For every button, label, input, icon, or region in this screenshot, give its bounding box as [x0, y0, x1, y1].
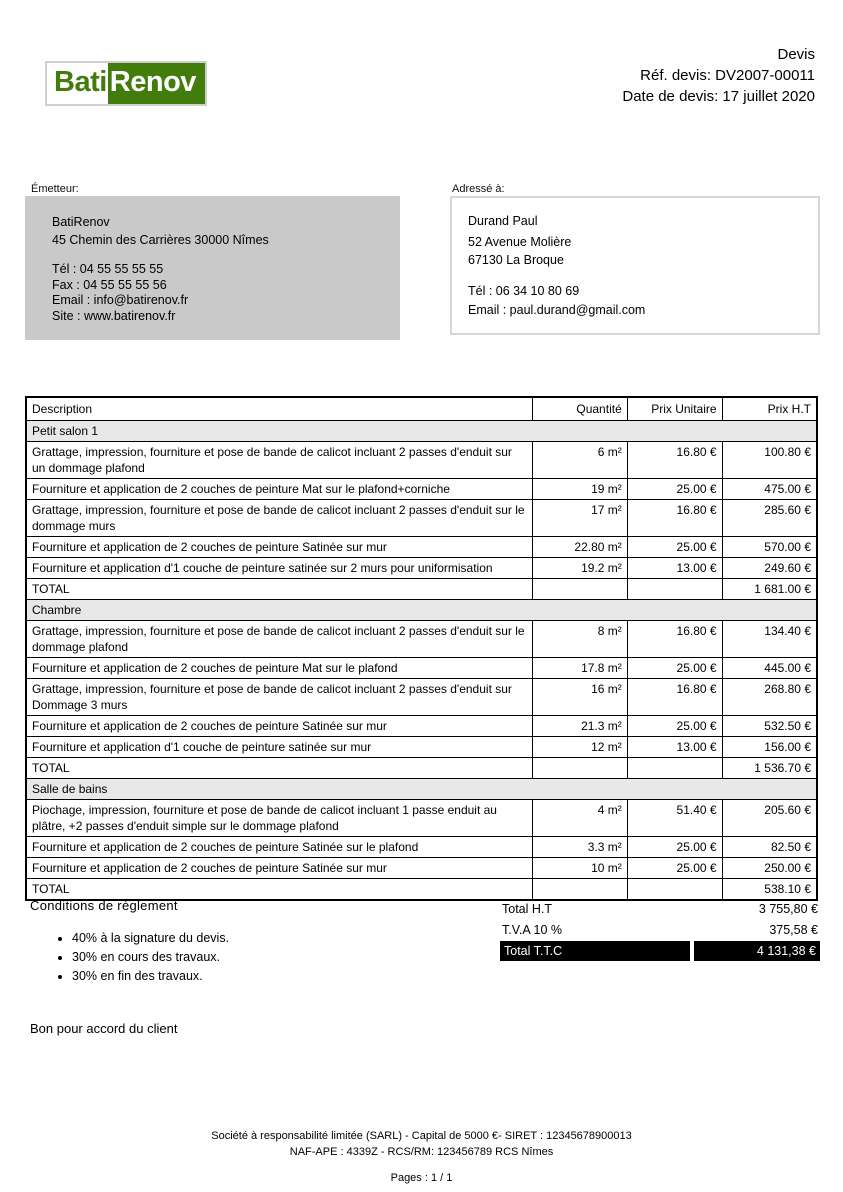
sender-fax: Fax : 04 55 55 55 56: [52, 277, 167, 292]
item-unit-price: 25.00 €: [627, 479, 722, 500]
item-unit-price: 13.00 €: [627, 558, 722, 579]
section-title: Chambre: [26, 600, 817, 621]
section-header-row: [26, 421, 817, 442]
item-price-ht: 570.00 €: [722, 537, 817, 558]
sender-tel: Tél : 04 55 55 55 55: [52, 262, 164, 276]
item-unit-price: 13.00 €: [627, 737, 722, 758]
item-price-ht: 250.00 €: [722, 858, 817, 879]
section-total-row: [26, 579, 817, 600]
total-ttc-value: 4 131,38 €: [694, 941, 820, 961]
payment-term-item: • 40% à la signature du devis.: [72, 929, 460, 948]
item-quantity: 22.80 m²: [532, 537, 627, 558]
sender-box: [25, 196, 400, 340]
table-header-row: [26, 397, 817, 421]
section-total-empty-qty: [532, 758, 627, 779]
sender-email: Email : info@batirenov.fr: [52, 293, 189, 307]
item-quantity: 19.2 m²: [532, 558, 627, 579]
column-header-description: Description: [26, 397, 532, 421]
payment-term-item: • 30% en fin des travaux.: [72, 967, 460, 986]
section-total-value: 1 681.00 €: [722, 579, 817, 600]
item-description: Fourniture et application de 2 couches de peinture Satinée sur mur: [26, 858, 532, 879]
item-row: [26, 558, 817, 579]
item-unit-price: 25.00 €: [627, 837, 722, 858]
item-unit-price: 16.80 €: [627, 679, 722, 716]
item-price-ht: 205.60 €: [722, 800, 817, 837]
item-unit-price: 25.00 €: [627, 858, 722, 879]
recipient-email: Email : paul.durand@gmail.com: [468, 303, 646, 317]
section-total-label: TOTAL: [26, 758, 532, 779]
item-row: [26, 537, 817, 558]
doc-date: Date de devis: 17 juillet 2020: [622, 88, 815, 105]
item-quantity: 16 m²: [532, 679, 627, 716]
total-ht-value: 3 755,80 €: [758, 901, 818, 916]
item-quantity: 8 m²: [532, 621, 627, 658]
recipient-tel: Tél : 06 34 10 80 69: [468, 284, 580, 298]
item-price-ht: 82.50 €: [722, 837, 817, 858]
item-quantity: 12 m²: [532, 737, 627, 758]
section-total-empty-unit: [627, 879, 722, 901]
items-table: [25, 396, 818, 901]
legal-footer-line2: NAF-APE : 4339Z - RCS/RM: 123456789 RCS Nîmes: [289, 1145, 554, 1158]
item-price-ht: 156.00 €: [722, 737, 817, 758]
column-header-unit-price: Prix Unitaire: [627, 397, 722, 421]
total-ttc-label: Total T.T.C: [500, 941, 690, 961]
page-indicator: Pages : 1 / 1: [390, 1172, 453, 1184]
recipient-address-line2: 67130 La Broque: [468, 253, 564, 267]
document-meta: [622, 44, 815, 107]
item-description: Grattage, impression, fourniture et pose de bande de calicot incluant 2 passes d'enduit sur le dommage plafond: [26, 621, 532, 658]
item-description: Fourniture et application de 2 couches de peinture Mat sur le plafond+corniche: [26, 479, 532, 500]
item-quantity: 6 m²: [532, 442, 627, 479]
recipient-box: [450, 196, 820, 335]
item-row: [26, 442, 817, 479]
item-quantity: 10 m²: [532, 858, 627, 879]
section-total-value: 538.10 €: [722, 879, 817, 901]
item-row: [26, 837, 817, 858]
item-row: [26, 800, 817, 837]
company-logo: [45, 61, 207, 106]
item-quantity: 19 m²: [532, 479, 627, 500]
item-quantity: 21.3 m²: [532, 716, 627, 737]
section-total-empty-qty: [532, 579, 627, 600]
section-header-row: [26, 779, 817, 800]
total-ht-row: [500, 898, 820, 919]
logo-text-bati: Bati: [47, 63, 108, 104]
section-header-row: [26, 600, 817, 621]
item-description: Fourniture et application de 2 couches de peinture Satinée sur mur: [26, 537, 532, 558]
item-unit-price: 16.80 €: [627, 442, 722, 479]
item-row: [26, 858, 817, 879]
item-description: Fourniture et application de 2 couches de peinture Mat sur le plafond: [26, 658, 532, 679]
item-row: [26, 737, 817, 758]
item-description: Grattage, impression, fourniture et pose de bande de calicot incluant 2 passes d'enduit sur Dommage 3 murs: [26, 679, 532, 716]
recipient-name: Durand Paul: [468, 214, 538, 228]
section-total-empty-unit: [627, 579, 722, 600]
item-row: [26, 679, 817, 716]
item-price-ht: 268.80 €: [722, 679, 817, 716]
item-description: Piochage, impression, fourniture et pose de bande de calicot incluant 1 passe enduit au plâtre, +2 passes d'enduit simple sur le dommage plafond: [26, 800, 532, 837]
section-total-value: 1 536.70 €: [722, 758, 817, 779]
item-price-ht: 100.80 €: [722, 442, 817, 479]
section-total-row: [26, 758, 817, 779]
tva-row: [500, 919, 820, 940]
tva-label: T.V.A 10 %: [502, 922, 562, 937]
item-row: [26, 658, 817, 679]
legal-footer-line1: Société à responsabilité limitée (SARL) - Capital de 5000 €- SIRET : 12345678900013: [211, 1130, 632, 1142]
sender-label: Émetteur:: [31, 183, 79, 195]
section-title: Salle de bains: [26, 779, 817, 800]
item-unit-price: 25.00 €: [627, 716, 722, 737]
item-description: Grattage, impression, fourniture et pose de bande de calicot incluant 2 passes d'enduit sur un dommage plafond: [26, 442, 532, 479]
logo-text-renov: Renov: [108, 63, 205, 104]
payment-term-item: • 30% en cours des travaux.: [72, 948, 460, 967]
item-quantity: 17 m²: [532, 500, 627, 537]
totals-summary: [500, 898, 820, 961]
item-quantity: 3.3 m²: [532, 837, 627, 858]
payment-terms-title: Conditions de règlement: [30, 898, 178, 913]
item-row: [26, 716, 817, 737]
item-description: Fourniture et application d'1 couche de peinture satinée sur 2 murs pour uniformisation: [26, 558, 532, 579]
section-total-label: TOTAL: [26, 879, 532, 901]
section-total-row: [26, 879, 817, 901]
payment-terms: [30, 898, 460, 986]
sender-name: BatiRenov: [52, 215, 110, 229]
section-total-empty-unit: [627, 758, 722, 779]
item-description: Fourniture et application de 2 couches de peinture Satinée sur mur: [26, 716, 532, 737]
item-quantity: 17.8 m²: [532, 658, 627, 679]
column-header-price-ht: Prix H.T: [722, 397, 817, 421]
recipient-label: Adressé à:: [452, 183, 505, 195]
section-total-empty-qty: [532, 879, 627, 901]
item-unit-price: 25.00 €: [627, 658, 722, 679]
total-ht-label: Total H.T: [502, 901, 553, 916]
item-description: Grattage, impression, fourniture et pose de bande de calicot incluant 2 passes d'enduit sur le dommage murs: [26, 500, 532, 537]
sender-site: Site : www.batirenov.fr: [52, 308, 176, 323]
item-quantity: 4 m²: [532, 800, 627, 837]
item-price-ht: 532.50 €: [722, 716, 817, 737]
item-row: [26, 621, 817, 658]
item-row: [26, 500, 817, 537]
item-row: [26, 479, 817, 500]
item-description: Fourniture et application de 2 couches de peinture Satinée sur le plafond: [26, 837, 532, 858]
column-header-quantity: Quantité: [532, 397, 627, 421]
total-ttc-row: [500, 941, 820, 961]
sender-address: 45 Chemin des Carrières 30000 Nîmes: [52, 233, 269, 247]
item-price-ht: 445.00 €: [722, 658, 817, 679]
doc-type: Devis: [777, 46, 815, 63]
item-description: Fourniture et application d'1 couche de peinture satinée sur mur: [26, 737, 532, 758]
item-price-ht: 475.00 €: [722, 479, 817, 500]
recipient-address-line1: 52 Avenue Molière: [468, 235, 572, 249]
section-title: Petit salon 1: [26, 421, 817, 442]
payment-terms-list: [72, 929, 460, 986]
item-unit-price: 25.00 €: [627, 537, 722, 558]
item-unit-price: 16.80 €: [627, 621, 722, 658]
item-price-ht: 134.40 €: [722, 621, 817, 658]
item-unit-price: 51.40 €: [627, 800, 722, 837]
client-approval-text: Bon pour accord du client: [30, 1021, 178, 1036]
item-unit-price: 16.80 €: [627, 500, 722, 537]
item-price-ht: 285.60 €: [722, 500, 817, 537]
legal-footer: [0, 1129, 843, 1160]
tva-value: 375,58 €: [769, 922, 818, 937]
item-price-ht: 249.60 €: [722, 558, 817, 579]
section-total-label: TOTAL: [26, 579, 532, 600]
doc-ref: Réf. devis: DV2007-00011: [640, 67, 815, 84]
